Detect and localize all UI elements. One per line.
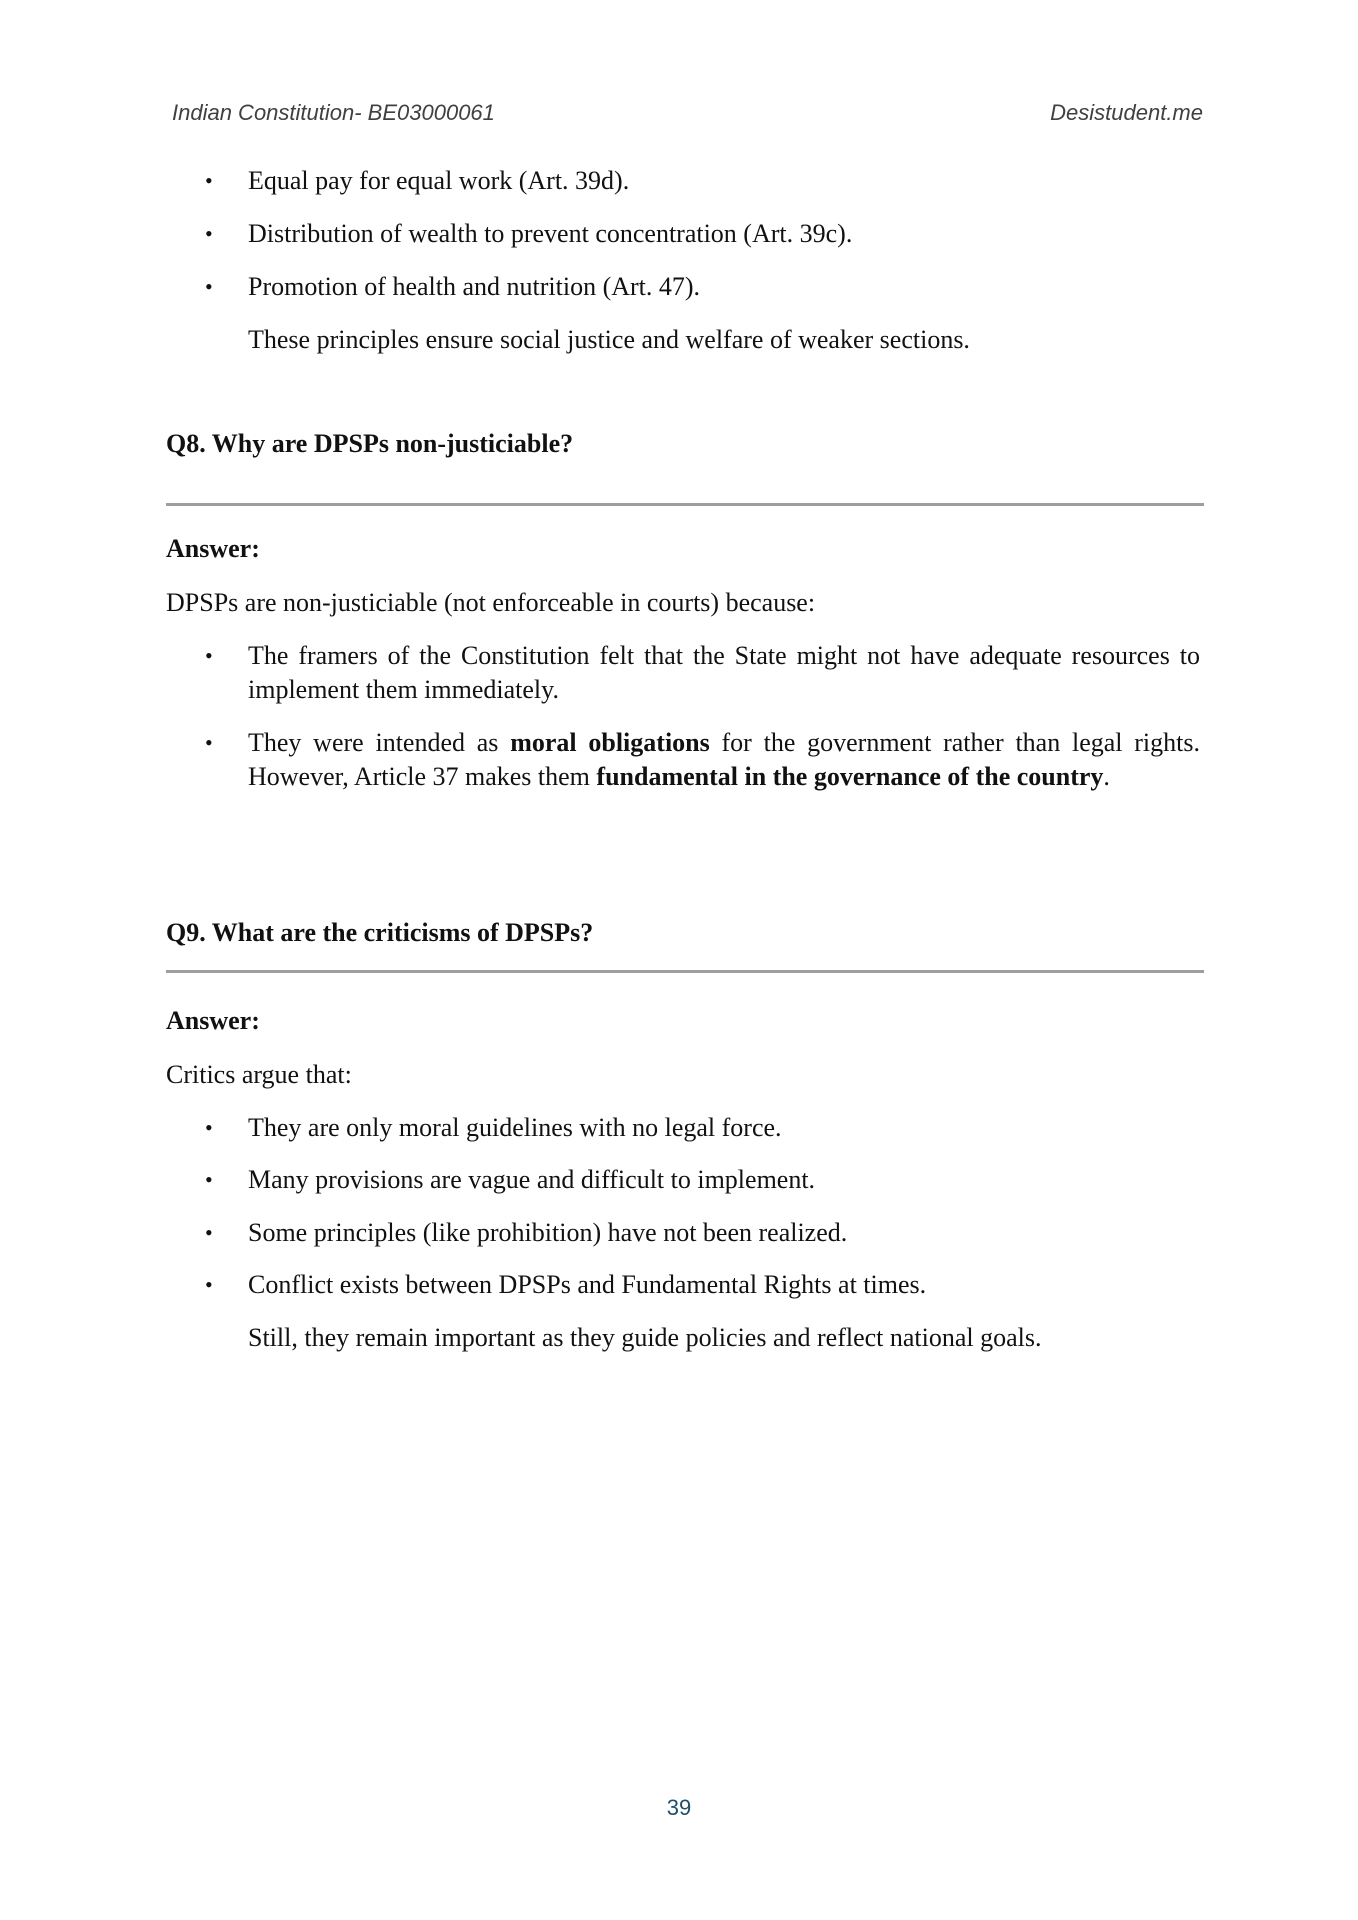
section-divider — [166, 503, 1204, 506]
question-heading-q9: Q9. What are the criticisms of DPSPs? — [166, 918, 594, 947]
bullet-icon: • — [205, 168, 213, 193]
bullet-icon: • — [205, 221, 213, 246]
bullet-icon: • — [205, 274, 213, 299]
list-item: • They are only moral guidelines with no legal force. — [205, 1111, 1200, 1145]
bullet-icon: • — [205, 1220, 213, 1245]
bullet-icon: • — [205, 730, 213, 755]
emphasis-text: moral obligations — [510, 728, 710, 757]
page-number: 39 — [666, 1795, 692, 1820]
bullet-icon: • — [205, 643, 213, 668]
bullet-icon: • — [205, 1272, 213, 1297]
list-item: • The framers of the Constitution felt that the State might not have adequate resources to implement them immediately. — [205, 641, 1200, 704]
answer-intro: Critics argue that: — [166, 1060, 352, 1089]
list-item: • Many provisions are vague and difficult to implement. — [205, 1163, 1200, 1197]
section-divider — [166, 970, 1204, 973]
list-item: • Some principles (like prohibition) have not been realized. — [205, 1216, 1200, 1250]
closing-paragraph: These principles ensure social justice and welfare of weaker sections. — [248, 325, 970, 354]
answer-label: Answer: — [166, 534, 260, 563]
list-item: • Conflict exists between DPSPs and Fundamental Rights at times. — [205, 1268, 1200, 1302]
header-course-title: Indian Constitution- BE03000061 — [172, 100, 495, 125]
closing-paragraph: Still, they remain important as they guide policies and reflect national goals. — [248, 1323, 1042, 1352]
question-heading-q8: Q8. Why are DPSPs non-justiciable? — [166, 429, 574, 458]
bullet-icon: • — [205, 1115, 213, 1140]
answer-label: Answer: — [166, 1006, 260, 1035]
list-item: • Distribution of wealth to prevent concentration (Art. 39c). — [205, 217, 1200, 251]
list-item: • Promotion of health and nutrition (Art. 47). — [205, 270, 1200, 304]
list-item: • They were intended as moral obligations for the government rather than legal rights. However, Article 37 makes them fundamental in the governance of the country. — [205, 728, 1201, 791]
header-site-name: Desistudent.me — [1050, 100, 1203, 125]
list-item: • Equal pay for equal work (Art. 39d). — [205, 164, 1200, 198]
bullet-icon: • — [205, 1167, 213, 1192]
answer-intro: DPSPs are non-justiciable (not enforceable in courts) because: — [166, 588, 816, 617]
emphasis-text: fundamental in the governance of the country — [596, 762, 1104, 791]
